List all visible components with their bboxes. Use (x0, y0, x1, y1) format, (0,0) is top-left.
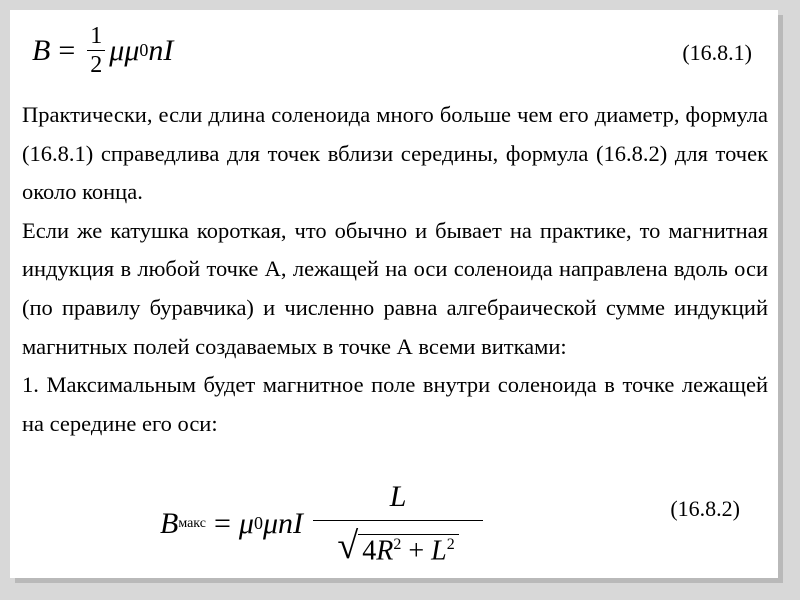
radicand-L-exp: 2 (446, 535, 455, 553)
formula1-rest: nI (148, 33, 174, 67)
formula2-radicand (358, 534, 458, 565)
equation-number-1: (16.8.1) (682, 40, 752, 65)
formula1-lhs: B (32, 33, 51, 67)
formula2-lhs-sub: макс (178, 515, 206, 531)
formula1-mu: μ (109, 33, 125, 67)
body-text (22, 96, 768, 443)
formula2-rest: μnI (262, 506, 304, 540)
formula2-mu0-sub: 0 (253, 513, 263, 533)
formula1-mu0: μ (124, 33, 140, 67)
formula1-frac-num: 1 (87, 24, 105, 51)
paragraph-3: 1. Максимальным будет магнитное поле внутри соленоида в точке лежащей на середине его оси: (22, 372, 768, 436)
formula1-mu0-sub: 0 (139, 40, 149, 60)
sqrt-icon: √ (337, 525, 359, 567)
formula-16-8-1 (32, 24, 173, 77)
slide (10, 10, 778, 578)
formula2-frac-den (337, 521, 458, 565)
formula2-frac-num: L (313, 482, 483, 521)
formula2-mu0: μ (238, 506, 254, 540)
paragraph-2: Если же катушка короткая, что обычно и бывает на практике, то магнитная индукция в любой точке А, лежащей на оси соленоида направлена вдоль оси (по правилу буравчика) и численно равна алгебраической сумме индукций магнитных полей создаваемых в точке А всеми витками: (22, 217, 768, 359)
formula1-frac-den: 2 (90, 52, 103, 78)
equation-number-2: (16.8.2) (670, 496, 740, 521)
formula-16-8-2 (160, 482, 483, 565)
radicand-R: R (376, 535, 394, 566)
formula2-equals: = (213, 506, 231, 540)
paragraph-1: Практически, если длина соленоида много больше чем его диаметр, формула (16.8.1) справедлива для точек вблизи середины, формула (16.8.2) для точек около конца. (22, 102, 768, 205)
radicand-L: L (431, 535, 447, 566)
formula2-lhs: B (160, 506, 179, 540)
formula1-fraction (87, 24, 105, 77)
formula2-fraction (313, 482, 483, 565)
formula1-equals: = (58, 33, 76, 67)
radicand-R-exp: 2 (393, 535, 402, 553)
radicand-plus: + (408, 535, 425, 566)
radicand-coef: 4 (362, 535, 377, 566)
